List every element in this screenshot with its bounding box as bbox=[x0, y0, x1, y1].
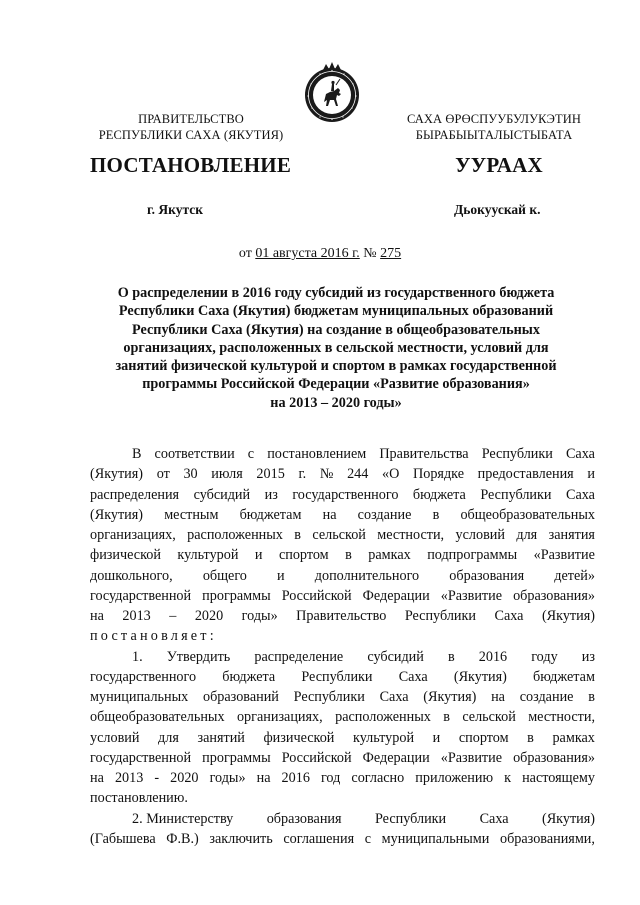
word: в bbox=[588, 689, 595, 705]
word: (Якутия) bbox=[90, 466, 144, 483]
word: занятия bbox=[548, 527, 595, 543]
word: образования bbox=[449, 567, 525, 584]
body-line bbox=[90, 667, 595, 687]
body-line bbox=[90, 728, 595, 748]
word: на bbox=[322, 506, 337, 523]
word: субсидий bbox=[367, 648, 424, 665]
body-line bbox=[90, 485, 595, 505]
word: (Якутия) bbox=[423, 689, 477, 705]
word: программы bbox=[202, 587, 271, 604]
word: государственного bbox=[292, 486, 399, 503]
heading-line: занятий физической культурой и спортом в рамках государственной bbox=[115, 358, 557, 375]
word: образования» bbox=[513, 587, 595, 604]
word: «Развитие bbox=[533, 547, 595, 564]
government-name-ru bbox=[82, 111, 300, 143]
org-right-line1: САХА ӨРӨСПУУБУЛУКЭТИН bbox=[406, 112, 582, 126]
word: и bbox=[587, 466, 595, 483]
body-line bbox=[90, 586, 595, 606]
word: году bbox=[531, 648, 558, 665]
body-line bbox=[90, 505, 595, 525]
word: в bbox=[294, 527, 301, 543]
word: и bbox=[254, 547, 263, 564]
word: год bbox=[320, 770, 341, 786]
word: и bbox=[432, 729, 441, 746]
word: приложению bbox=[415, 770, 494, 786]
word: (Габышева bbox=[90, 830, 156, 847]
word: соответствии bbox=[154, 446, 235, 462]
heading-line: Республики Саха (Якутия) на создание в общеобразовательных bbox=[132, 321, 540, 338]
word: Саха bbox=[379, 689, 409, 705]
word: В bbox=[132, 446, 142, 462]
word: 2013 bbox=[114, 770, 144, 786]
word: бюджета bbox=[222, 668, 276, 685]
word: создание bbox=[357, 506, 412, 523]
word: бюджетам bbox=[533, 668, 595, 685]
word: Республики bbox=[480, 486, 552, 503]
org-left-line1: ПРАВИТЕЛЬСТВО bbox=[138, 112, 244, 126]
word: на bbox=[256, 770, 271, 786]
date-prefix: от bbox=[238, 246, 256, 261]
word: (Якутия) bbox=[541, 810, 595, 827]
word: программы bbox=[202, 749, 271, 766]
word: рамках bbox=[368, 547, 411, 564]
word: занятий bbox=[197, 729, 245, 746]
body-line: постановлению. bbox=[90, 790, 188, 807]
word: Российской bbox=[281, 587, 352, 604]
word: культурой bbox=[177, 547, 239, 564]
word: общего bbox=[202, 567, 247, 584]
word: Ф.В.) bbox=[166, 830, 199, 847]
word: Правительство bbox=[296, 608, 387, 624]
word: на bbox=[90, 770, 104, 786]
decree-body bbox=[90, 444, 595, 849]
word: Федерации bbox=[362, 587, 430, 604]
word: Федерации bbox=[362, 749, 430, 766]
word: физической bbox=[90, 547, 161, 564]
word: организациях, bbox=[90, 527, 176, 543]
word: физической bbox=[263, 729, 335, 746]
word: 2020 bbox=[194, 608, 224, 624]
word: соглашения bbox=[283, 830, 355, 847]
word: рамках bbox=[552, 729, 595, 746]
word: государственной bbox=[90, 749, 192, 766]
word: условий bbox=[90, 729, 140, 746]
word: 2015 bbox=[256, 466, 285, 483]
heading-line: на 2013 – 2020 годы» bbox=[270, 394, 402, 411]
word: образования» bbox=[513, 749, 595, 766]
word: 2. Министерству bbox=[132, 810, 234, 827]
word: бюджета bbox=[412, 486, 466, 503]
word: в bbox=[345, 547, 352, 564]
body-line bbox=[90, 545, 595, 565]
word: 1. bbox=[132, 648, 143, 665]
body-line bbox=[90, 566, 595, 586]
body-line bbox=[90, 687, 595, 707]
word: дошкольного, bbox=[90, 567, 173, 584]
word: (Якутия) bbox=[541, 608, 595, 624]
heading-line: организациях, расположенных в сельской местности, условий для bbox=[123, 339, 549, 356]
word: расположенных bbox=[335, 709, 431, 726]
word: создание bbox=[519, 689, 574, 705]
word: № bbox=[319, 466, 334, 483]
word: Саха bbox=[479, 810, 509, 827]
body-line bbox=[90, 464, 595, 484]
decree-date: 01 августа 2016 г. bbox=[255, 246, 360, 261]
body-line bbox=[90, 525, 595, 545]
word: бюджетам bbox=[239, 506, 302, 523]
body-line bbox=[90, 748, 595, 768]
word: 2013 bbox=[122, 608, 151, 624]
city-sah: Дьокуускай к. bbox=[454, 202, 541, 217]
word: (Якутия) bbox=[90, 506, 144, 523]
heading-line: О распределении в 2016 году субсидий из государственного бюджета bbox=[117, 285, 555, 301]
resolves-line: постановляет: bbox=[90, 628, 217, 645]
heading-line: программы Российской Федерации «Развитие образования» bbox=[142, 376, 530, 393]
word: Саха bbox=[566, 486, 595, 503]
word: муниципальными bbox=[381, 830, 490, 847]
decree-number: 275 bbox=[380, 246, 402, 261]
document-type-sah: УУРААХ bbox=[455, 153, 543, 177]
org-left-line2: РЕСПУБЛИКИ САХА (ЯКУТИЯ) bbox=[98, 128, 284, 142]
word: сельской bbox=[312, 527, 366, 543]
word: в bbox=[527, 729, 534, 746]
word: из bbox=[581, 648, 595, 665]
word: Республики bbox=[374, 810, 447, 827]
word: «Развитие bbox=[440, 749, 503, 766]
word: субсидий bbox=[193, 486, 251, 503]
word: от bbox=[156, 466, 170, 483]
word: «О bbox=[382, 466, 400, 483]
word: детей» bbox=[554, 567, 595, 584]
word: в bbox=[447, 648, 455, 665]
word: к bbox=[504, 770, 512, 786]
body-line bbox=[90, 829, 595, 849]
word: заключить bbox=[209, 830, 273, 847]
word: государственного bbox=[90, 668, 197, 685]
word: - bbox=[154, 770, 160, 786]
word: образованиями, bbox=[499, 830, 595, 847]
document-type-ru: ПОСТАНОВЛЕНИЕ bbox=[90, 153, 292, 177]
word: для bbox=[516, 527, 538, 543]
word: подпрограммы bbox=[427, 547, 518, 564]
word: государственной bbox=[90, 587, 192, 604]
word: июля bbox=[211, 466, 243, 483]
word: из bbox=[264, 486, 278, 503]
word: Правительства bbox=[379, 446, 469, 462]
word: Саха bbox=[398, 668, 428, 685]
heading-line: Республики Саха (Якутия) бюджетам муниципальных образований bbox=[118, 303, 554, 320]
word: условий bbox=[455, 527, 505, 543]
word: Республики bbox=[481, 446, 553, 462]
date-number-line bbox=[0, 246, 640, 262]
word: с bbox=[364, 830, 372, 847]
word: Республики bbox=[301, 668, 373, 685]
word: распределение bbox=[254, 648, 344, 665]
word: с bbox=[247, 446, 255, 462]
word: предоставления bbox=[477, 466, 574, 483]
body-line bbox=[90, 707, 595, 727]
word: 2016 bbox=[478, 648, 508, 665]
word: Республики bbox=[293, 689, 365, 705]
word: общеобразовательных bbox=[460, 506, 595, 523]
body-line bbox=[90, 444, 595, 464]
word: на bbox=[491, 689, 505, 705]
word: Утвердить bbox=[166, 648, 231, 665]
word: 2020 bbox=[170, 770, 199, 786]
word: Саха bbox=[565, 446, 595, 462]
body-line bbox=[90, 768, 595, 788]
word: Республики bbox=[404, 608, 476, 624]
decree-heading bbox=[96, 284, 576, 412]
word: сельской bbox=[462, 709, 516, 726]
word: местности, bbox=[528, 709, 595, 726]
word: общеобразовательных bbox=[90, 709, 225, 726]
word: «Развитие bbox=[440, 587, 503, 604]
word: организациях, bbox=[236, 709, 323, 726]
word: 30 bbox=[183, 466, 198, 483]
word: 244 bbox=[347, 466, 369, 483]
number-prefix: № bbox=[359, 246, 381, 261]
word: на bbox=[90, 608, 104, 624]
word: дополнительного bbox=[314, 567, 420, 584]
government-name-sah bbox=[384, 111, 604, 143]
word: настоящему bbox=[522, 770, 595, 786]
word: спортом bbox=[278, 547, 329, 564]
word: и bbox=[277, 567, 285, 584]
word: постановлением bbox=[267, 446, 367, 462]
word: годы» bbox=[241, 608, 278, 624]
word: в bbox=[432, 506, 440, 523]
word: годы» bbox=[209, 770, 246, 786]
word: (Якутия) bbox=[453, 668, 507, 685]
word: распределения bbox=[90, 486, 180, 503]
word: образования bbox=[266, 810, 342, 827]
word: образований bbox=[202, 689, 279, 705]
word: Порядке bbox=[413, 466, 465, 483]
word: согласно bbox=[351, 770, 405, 786]
word: местным bbox=[164, 506, 219, 523]
word: спортом bbox=[458, 729, 509, 746]
word: г. bbox=[298, 466, 307, 483]
word: Саха bbox=[494, 608, 524, 624]
org-right-line2: БЫРАБЫЫТАЛЫСТЫБАТА bbox=[415, 128, 573, 142]
word: местности, bbox=[377, 527, 445, 543]
body-line bbox=[90, 647, 595, 667]
word: 2016 bbox=[281, 770, 310, 786]
city-ru: г. Якутск bbox=[147, 202, 204, 217]
word: культурой bbox=[353, 729, 415, 746]
word: расположенных bbox=[187, 527, 283, 543]
word: в bbox=[443, 709, 450, 726]
word: муниципальных bbox=[90, 689, 189, 705]
coat-of-arms-icon bbox=[303, 58, 361, 132]
word: для bbox=[158, 729, 179, 746]
word: – bbox=[169, 608, 177, 624]
body-line bbox=[90, 606, 595, 626]
body-line bbox=[90, 809, 595, 829]
word: Российской bbox=[281, 749, 352, 766]
